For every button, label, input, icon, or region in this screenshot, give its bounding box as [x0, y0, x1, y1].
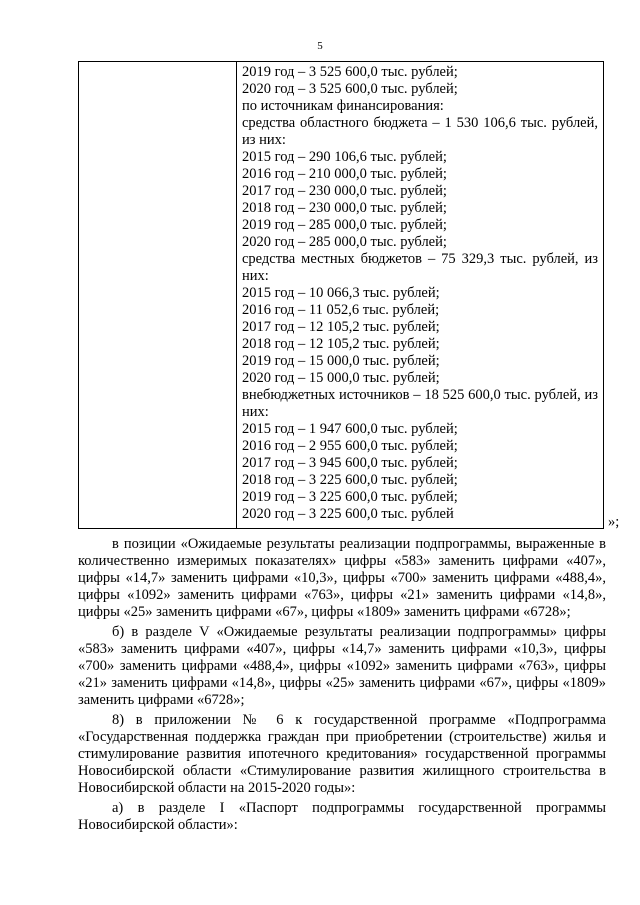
- financing-cell: [242, 64, 598, 523]
- cell-line: 2016 год – 2 955 600,0 тыс. рублей;: [242, 438, 458, 454]
- cell-line: 2015 год – 10 066,3 тыс. рублей;: [242, 285, 440, 301]
- page-number: 5: [317, 40, 323, 52]
- paragraph: в позиции «Ожидаемые результаты реализации подпрограммы, выраженные в количественно измеримых показателях» цифры «583» заменить цифрами «407», цифры «14,7» заменить цифрами «10,3», цифры «700» заменить цифрами «488,4», цифры «1092» заменить цифрами «763», цифры «21» заменить цифрами «14,8», цифры «25» заменить цифрами «67», цифры «1809» заменить цифрами «6728»;: [78, 536, 606, 620]
- cell-line: 2019 год – 3 525 600,0 тыс. рублей;: [242, 64, 458, 80]
- cell-line: 2017 год – 3 945 600,0 тыс. рублей;: [242, 455, 458, 471]
- cell-line: 2015 год – 1 947 600,0 тыс. рублей;: [242, 421, 458, 437]
- cell-line: 2019 год – 15 000,0 тыс. рублей;: [242, 353, 440, 369]
- cell-line: 2020 год – 285 000,0 тыс. рублей;: [242, 234, 447, 250]
- cell-line: средства областного бюджета – 1 530 106,6 тыс. рублей, из них:: [242, 115, 598, 148]
- paragraph: б) в разделе V «Ожидаемые результаты реализации подпрограммы» цифры «583» заменить цифрами «407», цифры «14,7» заменить цифрами «10,3», цифры «700» заменить цифрами «488,4», цифры «1092» заменить цифрами «763», цифры «21» заменить цифрами «14,8», цифры «25» заменить цифрами «67», цифры «1809» заменить цифрами «6728»;: [78, 624, 606, 708]
- cell-line: по источникам финансирования:: [242, 98, 444, 114]
- cell-line: 2018 год – 12 105,2 тыс. рублей;: [242, 336, 440, 352]
- amendment-text: [78, 536, 606, 837]
- cell-line: 2019 год – 3 225 600,0 тыс. рублей;: [242, 489, 458, 505]
- cell-line: 2018 год – 3 225 600,0 тыс. рублей;: [242, 472, 458, 488]
- cell-line: 2016 год – 11 052,6 тыс. рублей;: [242, 302, 440, 318]
- paragraph: а) в разделе I «Паспорт подпрограммы государственной программы Новосибирской области»:: [78, 800, 606, 833]
- paragraph: 8) в приложении № 6 к государственной программе «Подпрограмма «Государственная поддержка граждан при приобретении (строительстве) жилья и стимулирование развития ипотечного кредитования» государственной программы Новосибирской области «Стимулирование развития жилищного строительства в Новосибирской области на 2015-2020 годы»:: [78, 712, 606, 796]
- cell-line: 2019 год – 285 000,0 тыс. рублей;: [242, 217, 447, 233]
- cell-line: 2020 год – 15 000,0 тыс. рублей;: [242, 370, 440, 386]
- cell-line: 2017 год – 12 105,2 тыс. рублей;: [242, 319, 440, 335]
- cell-line: средства местных бюджетов – 75 329,3 тыс. рублей, из них:: [242, 251, 598, 284]
- cell-line: 2020 год – 3 525 600,0 тыс. рублей;: [242, 81, 458, 97]
- cell-line: 2020 год – 3 225 600,0 тыс. рублей: [242, 506, 454, 522]
- cell-line: внебюджетных источников – 18 525 600,0 тыс. рублей, из них:: [242, 387, 598, 420]
- closing-quote-mark: »;: [608, 514, 620, 530]
- cell-line: 2016 год – 210 000,0 тыс. рублей;: [242, 166, 447, 182]
- financing-table: [78, 61, 604, 529]
- cell-line: 2015 год – 290 106,6 тыс. рублей;: [242, 149, 447, 165]
- column-divider: [236, 62, 237, 528]
- cell-line: 2017 год – 230 000,0 тыс. рублей;: [242, 183, 447, 199]
- cell-line: 2018 год – 230 000,0 тыс. рублей;: [242, 200, 447, 216]
